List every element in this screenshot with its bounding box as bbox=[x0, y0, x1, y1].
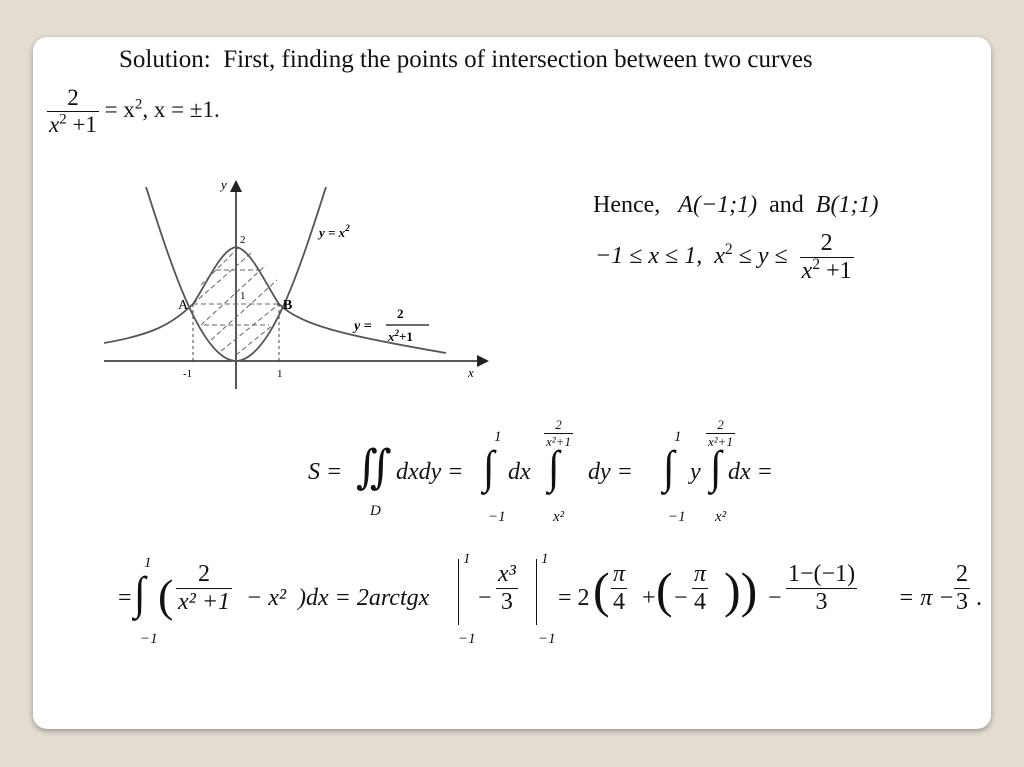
eval-bar-1 bbox=[458, 559, 459, 625]
intersection-equation bbox=[47, 85, 220, 138]
intersection-rhs: = $x^2$, x = ±1. bbox=[104, 96, 220, 122]
parabola-label: $y = x^2$ bbox=[319, 223, 350, 240]
slide bbox=[33, 37, 991, 729]
tick-y-2: 2 bbox=[240, 234, 246, 246]
area-formula: S = ∬ D dxdy = ∫ 1 −1 dx ∫ $\frac{2}{\text{x²+1}}$ x² dy = ∫ 1 −1 y ∫ $\frac{2}{\text{x²+1}}$ x² dx = bbox=[308, 417, 773, 525]
eval-bar-2 bbox=[536, 559, 537, 625]
hence-line: Hence, A(−1;1) and B(1;1) bbox=[593, 192, 879, 218]
witch-label-y: y = bbox=[354, 319, 372, 334]
tick-x-neg1: -1 bbox=[183, 368, 193, 380]
tick-x-1: 1 bbox=[277, 368, 283, 380]
range-fraction: $\frac{2}{x^2 +1}$ bbox=[801, 230, 852, 284]
fraction-numerator: 2 bbox=[67, 85, 79, 110]
fraction-denominator: $x^2 +1$ bbox=[49, 111, 97, 137]
intersection-graph bbox=[101, 175, 501, 397]
intersection-fraction bbox=[47, 85, 99, 138]
witch-label-num: 2 bbox=[397, 306, 404, 321]
witch-label-den: $x^2+1$ bbox=[388, 328, 413, 344]
final-computation: = ∫ 1 −1 ( $\frac{2}{\text{x² +1}}$ − x² )dx = 2arctgx 1 −1 − $\frac{\text{x³}}{3}$ 1 −1 = 2 ( $\frac{\pi}{4}$ + ( − $\frac{\pi}{4}$ )) − $\frac{1-(-1)}{3}$ = π − $\frac{2}{3}$ . bbox=[118, 551, 982, 647]
point-b-label: B bbox=[283, 298, 293, 313]
y-axis-label: y bbox=[221, 177, 227, 192]
x-axis-label: x bbox=[468, 365, 474, 380]
solution-line bbox=[119, 46, 813, 74]
solution-label: Solution: bbox=[119, 46, 211, 73]
range-line: −1 ≤ x ≤ 1, $x^2 \le y$ ≤ $\frac{2}{x^2 +1}$ bbox=[595, 230, 852, 284]
solution-text: First, finding the points of intersection between two curves bbox=[223, 46, 813, 73]
tick-y-1: 1 bbox=[240, 290, 246, 302]
point-a-label: A bbox=[178, 298, 189, 313]
